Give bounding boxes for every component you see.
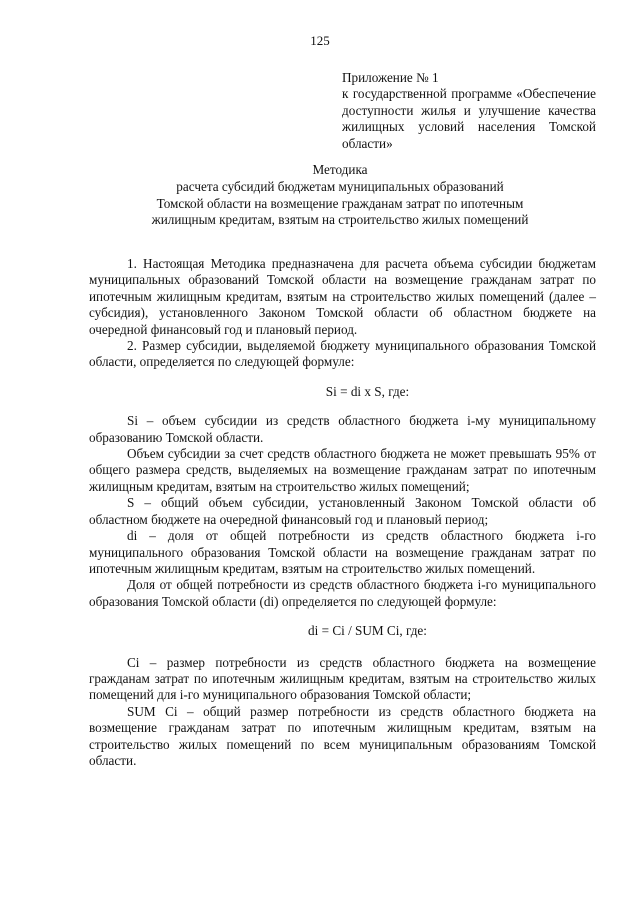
methodology-title: Методика (312, 162, 368, 177)
paragraph-di-formula-intro: Доля от общей потребности из средств областного бюджета i-го муниципального образования Томской области (di) определяется по следующей формуле: (89, 577, 596, 609)
definition-ci: Ci – размер потребности из средств областного бюджета на возмещение гражданам затрат по ипотечным жилищным кредитам, взятым на строительство жилых помещений для i-го муниципального образования Томской области; (89, 654, 596, 703)
appendix-text: к государственной программе «Обеспечение доступности жилья и улучшение качества жилищных условий населения Томской области» (342, 86, 596, 151)
document-body (89, 256, 596, 769)
appendix-block (342, 70, 596, 152)
paragraph-2: 2. Размер субсидии, выделяемой бюджету муниципального образования Томской области, определяется по следующей формуле: (89, 338, 596, 370)
page-number: 125 (310, 33, 330, 48)
appendix-title: Приложение № 1 (342, 70, 439, 85)
definition-di: di – доля от общей потребности из средств областного бюджета i-го муниципального образования Томской области на возмещение гражданам затрат по ипотечным жилищным кредитам, взятым на строительство жилых помещений. (89, 528, 596, 576)
formula-subsidy: Si = di x S, где: (325, 383, 410, 399)
methodology-subtitle-line-3: жилищным кредитам, взятым на строительство жилых помещений (151, 212, 529, 228)
definition-sum-ci: SUM Ci – общий размер потребности из средств областного бюджета на возмещение гражданам затрат по ипотечным жилищным кредитам, взятым на строительство жилых помещений по всем муниципальным образованиям Томской области. (89, 703, 596, 768)
definition-s: S – общий объем субсидии, установленный Законом Томской области об областном бюджете на очередной финансовый год и плановый период; (89, 495, 596, 527)
paragraph-1: 1. Настоящая Методика предназначена для расчета объема субсидии бюджетам муниципальных образований Томской области на возмещение гражданам затрат по ипотечным жилищным кредитам, взятым на строительство жилых помещений (далее – субсидия), установленного Законом Томской области об областном бюджете на очередной финансовый год и плановый период. (89, 256, 596, 337)
methodology-subtitle-line-2: Томской области на возмещение гражданам затрат по ипотечным (156, 195, 524, 211)
methodology-subtitle-line-1: расчета субсидий бюджетам муниципальных образований (176, 179, 504, 195)
methodology-header (100, 162, 580, 229)
paragraph-subsidy-limit: Объем субсидии за счет средств областного бюджета не может превышать 95% от общего размера средств, выделяемых на возмещение гражданам затрат по ипотечным жилищным кредитам, взятым на строительство жилых помещений; (89, 446, 596, 494)
definition-si: Si – объем субсидии из средств областного бюджета i-му муниципальному образованию Томской области. (89, 413, 596, 445)
formula-share: di = Ci / SUM Ci, где: (308, 623, 427, 639)
